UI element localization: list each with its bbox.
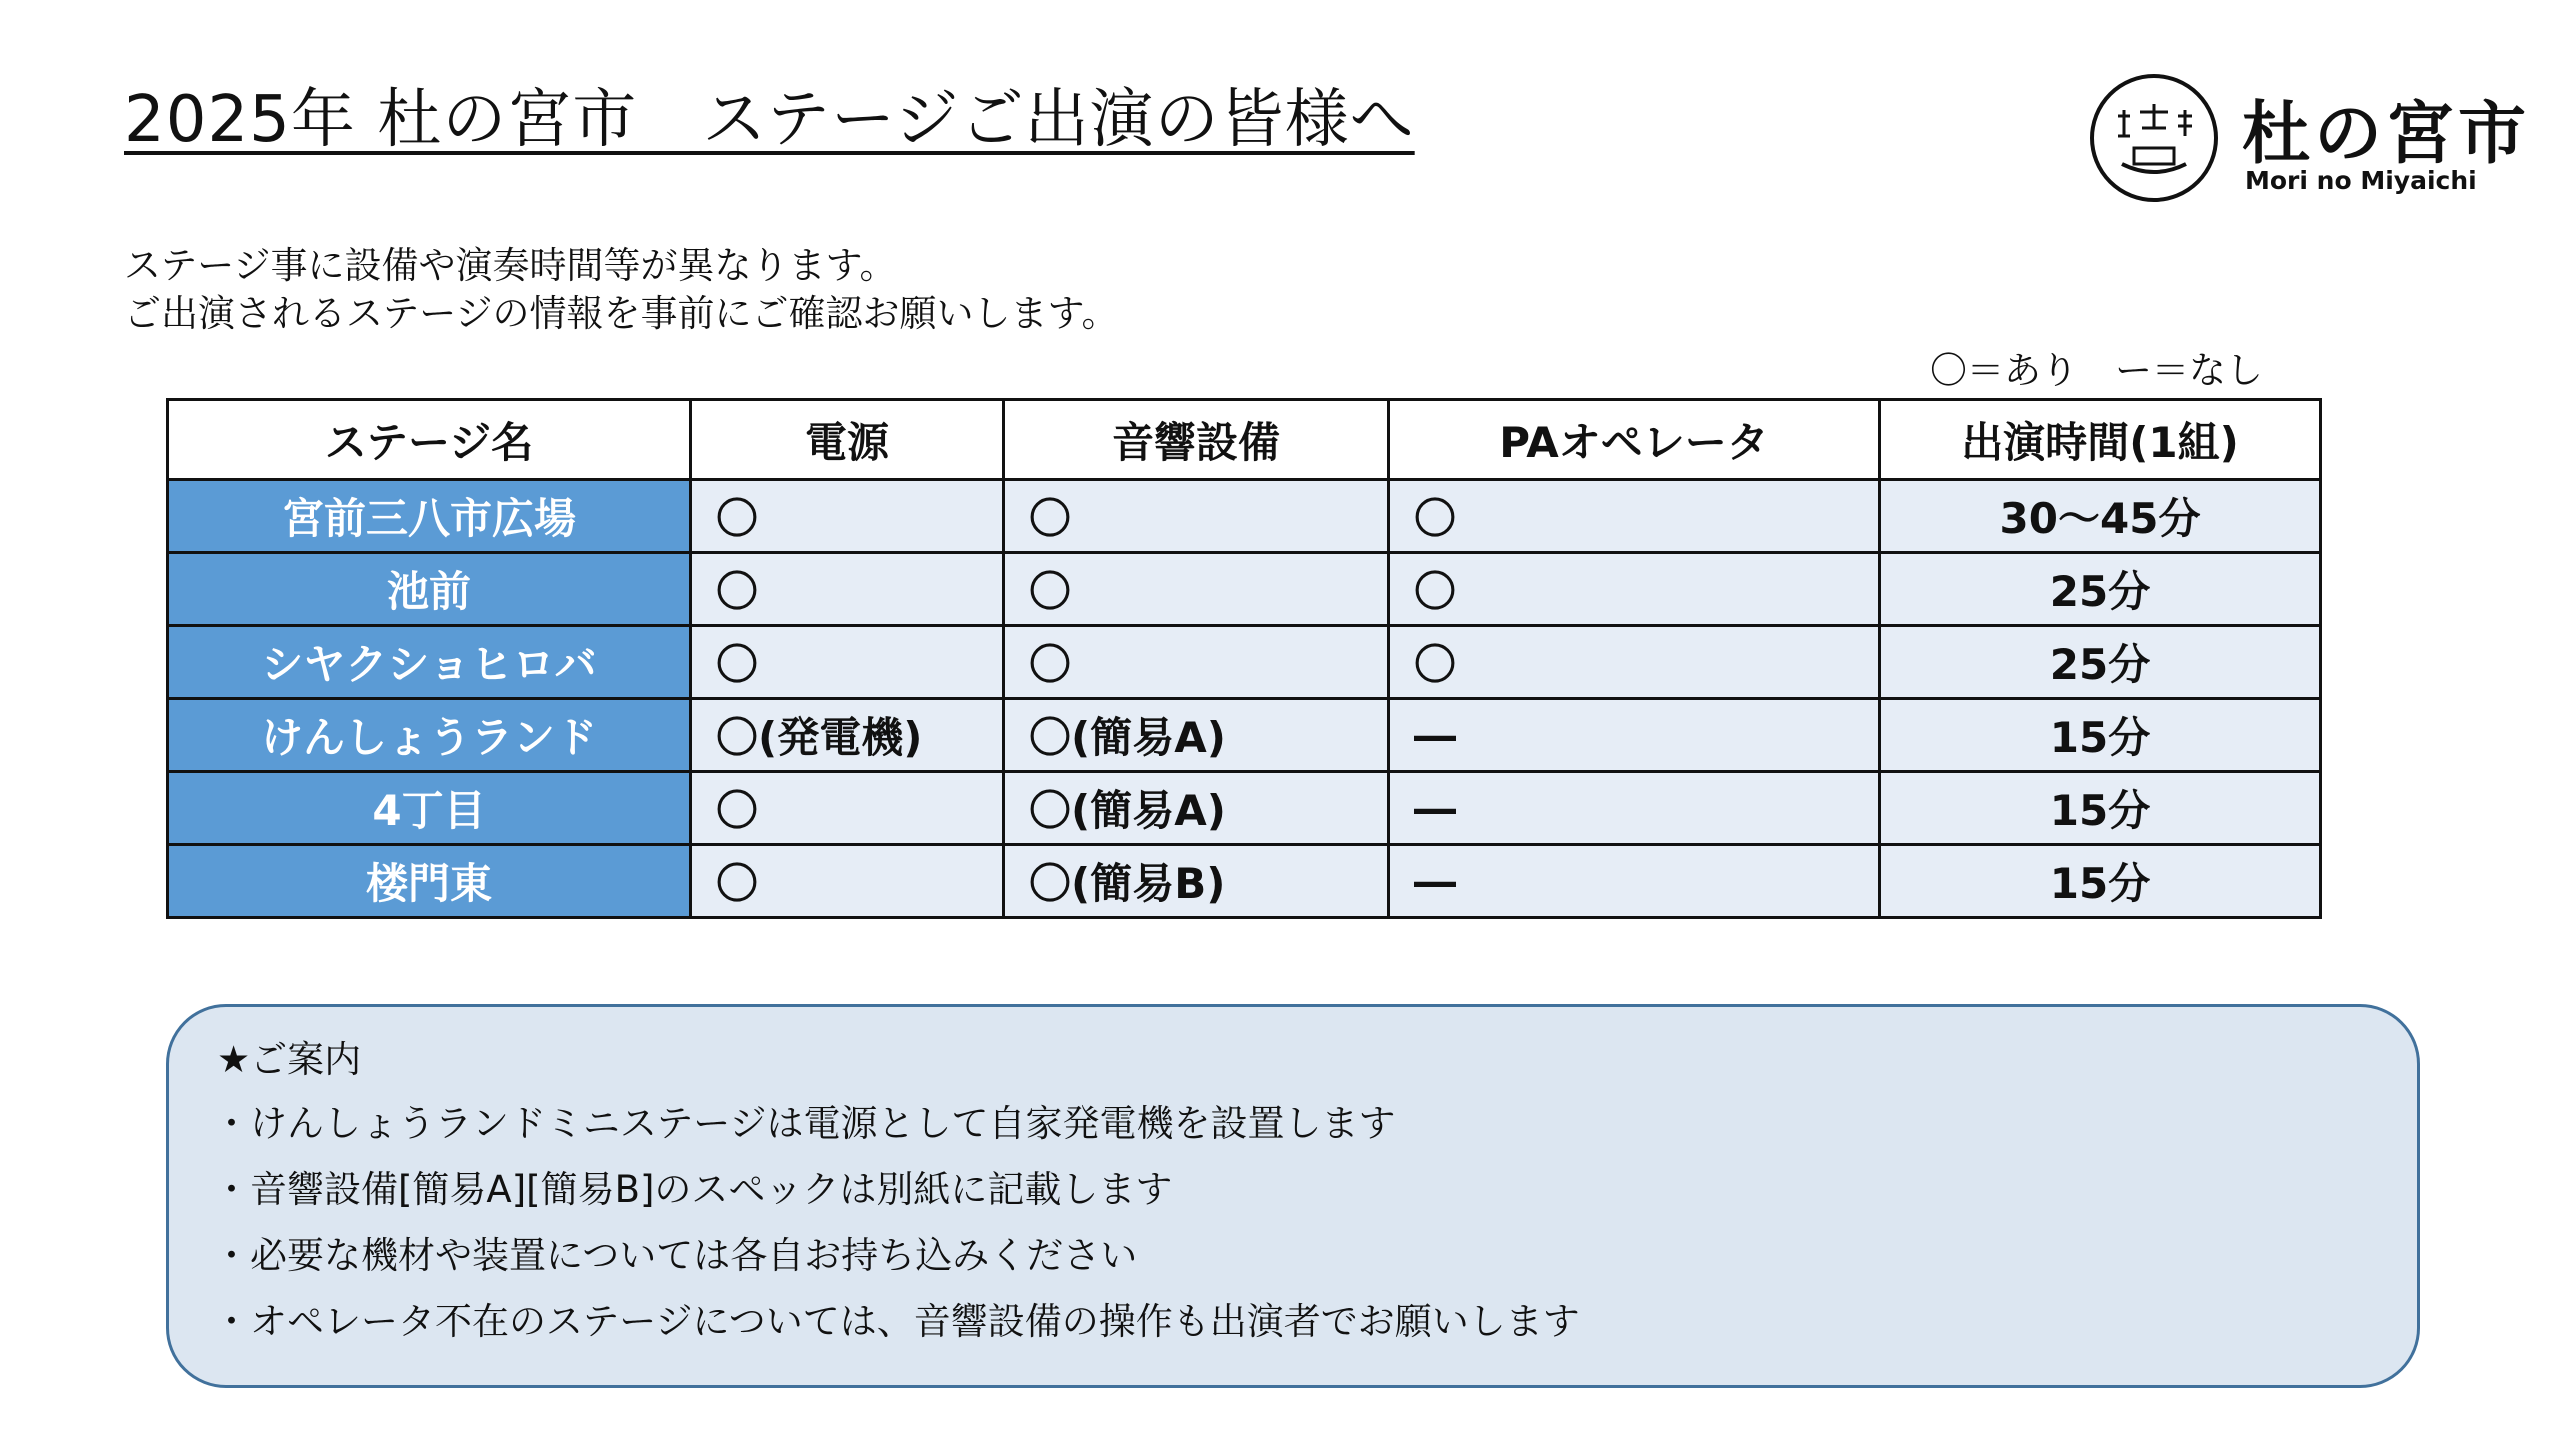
time-cell: 15分 [1880,699,2321,772]
pa-cell: ― [1389,699,1880,772]
power-cell: 〇 [691,553,1004,626]
stage-name-cell: けんしょうランド [168,699,691,772]
table-row [168,626,2321,699]
pa-cell: ― [1389,845,1880,918]
table-row [168,845,2321,918]
stage-name-cell: 4丁目 [168,772,691,845]
legend: 〇＝あり ー＝なし [1930,349,2263,392]
table-row [168,699,2321,772]
time-cell: 15分 [1880,772,2321,845]
sound-cell: 〇(簡易B) [1004,845,1389,918]
time-cell: 25分 [1880,553,2321,626]
stage-name-cell: 楼門東 [168,845,691,918]
sound-cell: 〇 [1004,480,1389,553]
stage-name-cell: 宮前三八市広場 [168,480,691,553]
intro-line: ご出演されるステージの情報を事前にご確認お願いします。 [124,292,1119,335]
time-cell: 30～45分 [1880,480,2321,553]
table-row [168,480,2321,553]
stage-table [166,398,2322,919]
pa-cell: 〇 [1389,480,1880,553]
table-row [168,553,2321,626]
pa-cell: 〇 [1389,626,1880,699]
power-cell: 〇 [691,480,1004,553]
notice-item: ・音響設備[簡易A][簡易B]のスペックは別紙に記載します [213,1168,1173,1211]
notice-item: ・けんしょうランドミニステージは電源として自家発電機を設置します [213,1102,1396,1145]
sound-cell: 〇(簡易A) [1004,699,1389,772]
power-cell: 〇 [691,772,1004,845]
header-pa-operator: PAオペレータ [1389,400,1880,480]
pa-cell: ― [1389,772,1880,845]
stage-name-cell: シヤクショヒロバ [168,626,691,699]
header-sound: 音響設備 [1004,400,1389,480]
stage-name-cell: 池前 [168,553,691,626]
header-stage-name: ステージ名 [168,400,691,480]
notice-title: ★ご案内 [217,1038,362,1081]
power-cell: 〇 [691,845,1004,918]
logo [2090,74,2530,214]
time-cell: 15分 [1880,845,2321,918]
notice-list [213,1091,1580,1355]
sound-cell: 〇(簡易A) [1004,772,1389,845]
notice-item: ・オペレータ不在のステージについては、音響設備の操作も出演者でお願いします [213,1300,1580,1343]
logo-emblem-icon [2090,74,2218,202]
table-row [168,772,2321,845]
power-cell: 〇(発電機) [691,699,1004,772]
sound-cell: 〇 [1004,553,1389,626]
header-power: 電源 [691,400,1004,480]
page-title: 2025年 杜の宮市 ステージご出演の皆様へ [124,83,1415,157]
notice-item: ・必要な機材や装置については各自お持ち込みください [213,1234,1138,1277]
time-cell: 25分 [1880,626,2321,699]
notice-box [166,1004,2420,1388]
sound-cell: 〇 [1004,626,1389,699]
intro-text [124,242,1119,338]
header-performance-time: 出演時間(1組) [1880,400,2321,480]
logo-name: 杜の宮市 [2242,95,2531,174]
table-header-row [168,400,2321,480]
intro-line: ステージ事に設備や演奏時間等が異なります。 [124,244,897,287]
pa-cell: 〇 [1389,553,1880,626]
power-cell: 〇 [691,626,1004,699]
logo-subtitle: Mori no Miyaichi [2245,166,2477,195]
